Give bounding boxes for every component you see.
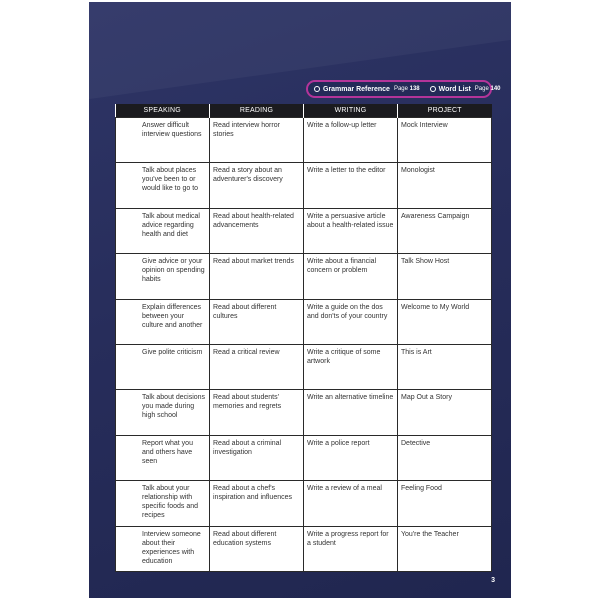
column-header-writing: WRITING <box>304 104 398 118</box>
column-header-reading: READING <box>210 104 304 118</box>
speaking-cell: Interview someone about their experiences with education <box>116 526 210 571</box>
writing-cell: Write a review of a meal <box>304 481 398 526</box>
project-cell: Mock Interview <box>398 118 492 163</box>
project-cell: Feeling Food <box>398 481 492 526</box>
speaking-cell: Talk about medical advice regarding health and diet <box>116 208 210 253</box>
project-cell: You're the Teacher <box>398 526 492 571</box>
writing-cell: Write a progress report for a student <box>304 526 398 571</box>
writing-cell: Write a police report <box>304 435 398 480</box>
column-header-project: PROJECT <box>398 104 492 118</box>
word-list-page: 140 <box>490 86 501 92</box>
reading-cell: Read about students' memories and regrets <box>210 390 304 435</box>
reading-cell: Read a critical review <box>210 344 304 389</box>
grammar-reference-link[interactable] <box>314 86 420 93</box>
speaking-cell: Talk about places you've been to or would like to go to <box>116 163 210 208</box>
reading-cell: Read a story about an adventurer's discovery <box>210 163 304 208</box>
speaking-cell: Give polite criticism <box>116 344 210 389</box>
speaking-cell: Explain differences between your culture and another <box>116 299 210 344</box>
word-list-link[interactable] <box>430 86 501 93</box>
writing-cell: Write a follow-up letter <box>304 118 398 163</box>
project-cell: Monologist <box>398 163 492 208</box>
reading-cell: Read about different cultures <box>210 299 304 344</box>
project-cell: Talk Show Host <box>398 254 492 299</box>
project-cell: This is Art <box>398 344 492 389</box>
reading-cell: Read about different education systems <box>210 526 304 571</box>
project-cell: Map Out a Story <box>398 390 492 435</box>
writing-cell: Write a guide on the dos and don'ts of your country <box>304 299 398 344</box>
project-cell: Detective <box>398 435 492 480</box>
table-row <box>116 208 492 253</box>
speaking-cell: Answer difficult interview questions <box>116 118 210 163</box>
speaking-cell: Report what you and others have seen <box>116 435 210 480</box>
column-header-speaking: SPEAKING <box>116 104 210 118</box>
table-body <box>116 118 492 572</box>
grammar-reference-label: Grammar Reference <box>323 85 390 93</box>
grammar-reference-page-label: Page <box>393 86 408 92</box>
table-row <box>116 526 492 571</box>
reading-cell: Read about market trends <box>210 254 304 299</box>
page-number: 3 <box>491 577 495 584</box>
table-row <box>116 344 492 389</box>
book-page <box>89 2 511 598</box>
table-row <box>116 118 492 163</box>
reading-cell: Read interview horror stories <box>210 118 304 163</box>
table-row <box>116 435 492 480</box>
speaking-cell: Talk about decisions you made during high school <box>116 390 210 435</box>
writing-cell: Write about a financial concern or problem <box>304 254 398 299</box>
syllabus-table <box>115 104 492 572</box>
project-cell: Awareness Campaign <box>398 208 492 253</box>
word-list-page-label: Page <box>474 86 489 92</box>
table-row <box>116 390 492 435</box>
table-header-row <box>116 104 492 118</box>
word-list-label: Word List <box>438 85 471 93</box>
table-row <box>116 481 492 526</box>
project-cell: Welcome to My World <box>398 299 492 344</box>
writing-cell: Write a letter to the editor <box>304 163 398 208</box>
writing-cell: Write an alternative timeline <box>304 390 398 435</box>
speaking-cell: Talk about your relationship with specific foods and recipes <box>116 481 210 526</box>
bullet-icon <box>430 86 436 92</box>
table-row <box>116 163 492 208</box>
writing-cell: Write a critique of some artwork <box>304 344 398 389</box>
bullet-icon <box>314 86 320 92</box>
writing-cell: Write a persuasive article about a health-related issue <box>304 208 398 253</box>
table-row <box>116 299 492 344</box>
reading-cell: Read about a criminal investigation <box>210 435 304 480</box>
speaking-cell: Give advice or your opinion on spending habits <box>116 254 210 299</box>
table-row <box>116 254 492 299</box>
reference-bar <box>306 80 501 98</box>
reading-cell: Read about a chef's inspiration and influences <box>210 481 304 526</box>
reading-cell: Read about health-related advancements <box>210 208 304 253</box>
grammar-reference-page: 138 <box>409 86 420 92</box>
